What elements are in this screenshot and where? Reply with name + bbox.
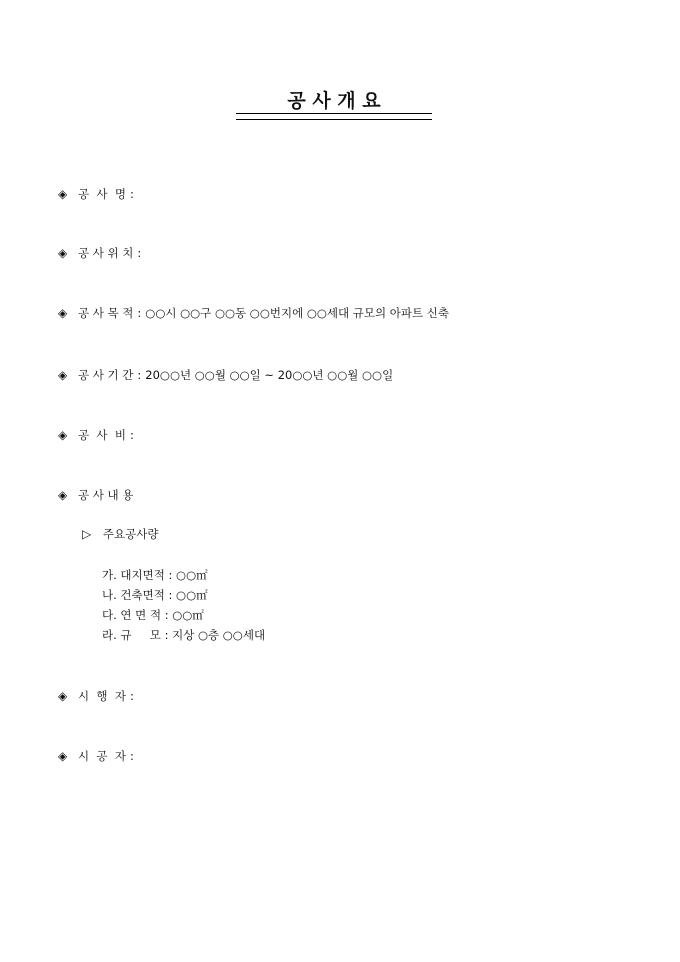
section-colon: :	[137, 306, 142, 320]
section-colon: :	[129, 689, 134, 703]
diamond-bullet-icon: ◈	[58, 749, 68, 763]
section-colon: :	[129, 187, 134, 201]
list-item: 나. 건축면적 : ○○㎡	[102, 588, 208, 602]
section-label: 공 사 기 간	[78, 368, 134, 382]
document-title: 공 사 개 요	[287, 90, 381, 112]
section-colon: :	[137, 246, 142, 260]
diamond-bullet-icon: ◈	[58, 428, 68, 442]
diamond-bullet-icon: ◈	[58, 187, 68, 201]
diamond-bullet-icon: ◈	[58, 246, 68, 260]
section-client	[58, 688, 138, 704]
section-project-name	[58, 186, 138, 202]
diamond-bullet-icon: ◈	[58, 306, 68, 320]
section-project-purpose	[58, 305, 449, 321]
title-double-underline	[236, 113, 432, 120]
section-label: 공 사 명	[78, 187, 126, 201]
list-item: 가. 대지면적 : ○○㎡	[102, 568, 208, 582]
section-project-location	[58, 245, 145, 261]
section-label: 공 사 비	[78, 428, 126, 442]
subsection-main-quantities	[82, 526, 158, 542]
section-label: 공 사 내 용	[78, 488, 134, 502]
section-project-period	[58, 367, 393, 383]
section-label: 공 사 목 적	[78, 306, 134, 320]
triangle-marker-icon: ▷	[82, 527, 92, 541]
list-item: 라. 규 모 : 지상 ○층 ○○세대	[102, 628, 266, 642]
section-label: 시 공 자	[78, 749, 126, 763]
section-label: 시 행 자	[78, 689, 126, 703]
section-value: 20○○년 ○○월 ○○일 ~ 20○○년 ○○월 ○○일	[145, 368, 394, 382]
list-item: 다. 연 면 적 : ○○㎡	[102, 608, 204, 622]
diamond-bullet-icon: ◈	[58, 689, 68, 703]
diamond-bullet-icon: ◈	[58, 488, 68, 502]
diamond-bullet-icon: ◈	[58, 368, 68, 382]
section-colon: :	[129, 749, 134, 763]
subsection-label: 주요공사량	[102, 527, 159, 541]
section-contractor	[58, 748, 138, 764]
section-project-cost	[58, 427, 138, 443]
section-project-content	[58, 487, 141, 503]
section-value: ○○시 ○○구 ○○동 ○○번지에 ○○세대 규모의 아파트 신축	[145, 306, 449, 320]
section-colon: :	[129, 428, 134, 442]
section-label: 공 사 위 치	[78, 246, 134, 260]
section-colon: :	[137, 368, 142, 382]
